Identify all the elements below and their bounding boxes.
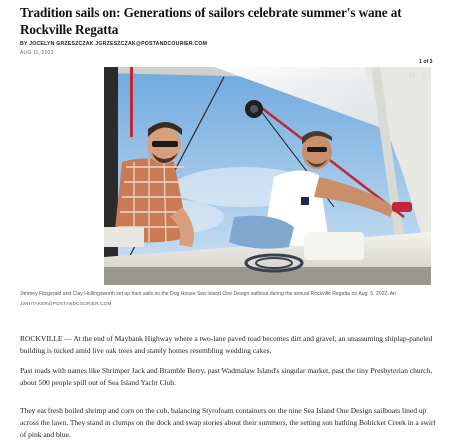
gallery-counter: 1 of 3	[419, 59, 433, 65]
photo-credit[interactable]: JWHITAKER@POSTANDCOURIER.COM	[20, 301, 112, 306]
gallery-photo[interactable]	[104, 67, 431, 285]
photo-caption	[20, 290, 440, 308]
sailboat-photo	[104, 67, 431, 285]
caption-text: Jimmey Fitzgerald and Clay Hollingsworth set up their sails on the Dog House Sea Island One Design sailboat during the annual Rockville Regatta on Aug. 5, 2022. An	[20, 291, 397, 297]
byline[interactable]: BY JOCELYN GRZESZCZAK JGRZESZCZAK@POSTANDCOURIER.COM	[20, 41, 208, 47]
publish-date: AUG 11, 2022	[20, 50, 54, 56]
article-paragraph: Past roads with names like Shrimper Jack and Bramble Berry, past Wadmalaw Island's singular market, past the tiny Presbyterian church, about 500 people spill out of Sea Island Yacht Club.	[20, 366, 433, 387]
headline: Tradition sails on: Generations of sailors celebrate summer's wane at Rockville Regatta	[20, 5, 402, 37]
article-paragraph: They eat fresh boiled shrimp and corn on the cob, balancing Styrofoam containers on the nine Sea Island One Design sailboats lined up across the lawn. They stand in clumps on the dock and swap stories about their summers, the setting sun bathing Bohicket Creek in a swirl of pink and blue.	[20, 406, 436, 439]
article-paragraph: ROCKVILLE — At the end of Maybank Highway where a two-lane paved road becomes dirt and gravel, an unassuming shiplap-paneled building is tucked amid live oak trees and stately homes resembling wedding cakes.	[20, 334, 433, 355]
chevron-left-icon: ‹	[410, 70, 414, 81]
chevron-right-icon: ›	[422, 70, 426, 81]
gallery-prev-button[interactable]	[407, 71, 417, 81]
gallery-next-button[interactable]	[419, 71, 429, 81]
